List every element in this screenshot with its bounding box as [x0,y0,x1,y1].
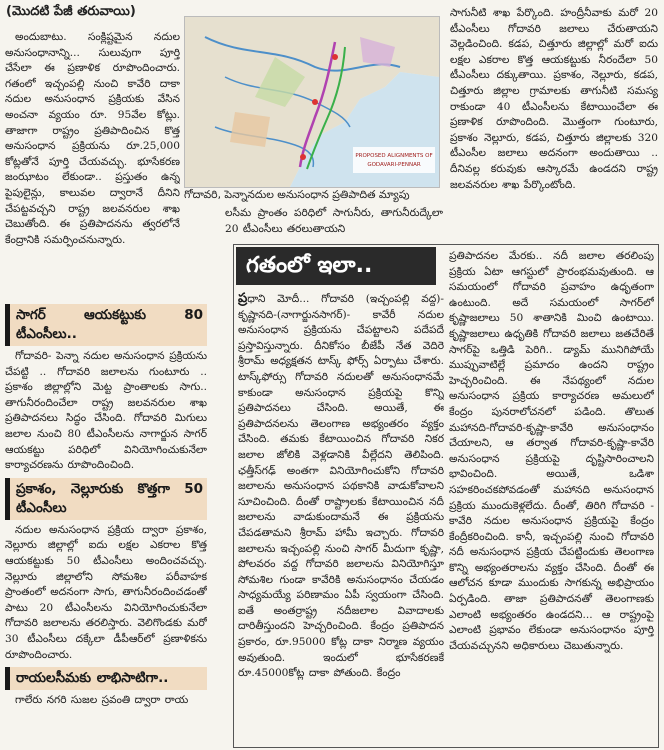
box-left-text [238,291,444,682]
box-left-body: ధాని మోదీ... గోదావరి (ఇచ్చంపల్లి వద్ద)- కృష్ణానది-(నాగార్జునసాగర్)- కావేరీ నదుల అనుసంధాన ప్రక్రియను చేపట్టాలని పదేపదే ప్రస్తావిస్తున్నారు. దీనికోసం బీజేపీ నేత వెదిరె శ్రీరామ్ అధ్యక్షతన టాస్క్ ఫోర్స్ ఏర్పాటు చేశారు. టాస్క్‌ఫోర్సు గోదావరి నదులతో అనుసంధానమే కాకుండా అనుసంధాన ప్రక్రియపై కొన్ని ప్రతిపాదనలు చేసింది. అయితే, ఈ ప్రతిపాదనలను తెలంగాణ అభ్యంతరం వ్యక్తం చేసింది. తమకు కేటాయించిన గోదావరి నికర జలాల జోలికి వెళ్లడానికి వీల్లేదని తెలిపింది. ఛత్తీస్‌గఢ్ అంతగా వినియోగించుకోని గోదావరి జలాలను అనుసంధాన పథకానికి వాడుకోవాలని సూచించింది. దీంతో రాష్ట్రాలకు కేటాయించిన నదీ జలాలను వాడుకుందామనే ఈ ప్రక్రియను చేపడతామని శ్రీరామ్ హామీ ఇచ్చారు. గోదావరి జలాలను ఇచ్చంపల్లి నుంచి సాగర్ మీదుగా కృష్ణా, పోలవరం వద్ద గోదావరి జలాలను వినియోగిస్తూ సోమశిల గుండా కావేరికి అనుసంధానం చేయడం సాధ్యమయ్యే పరిణామం ఏపీ స్వయంగా చేసింది. ఐతే అంతర్రాష్ట్ర నదీజలాల వివాదాలకు దారితీస్తుందని హెచ్చరించింది. కేంద్రం ప్రతిపాదన ప్రకారం, రూ.95000 కోట్ల దాకా నిర్మాణ వ్యయం అవుతుంది. ఇందులో భూసేకరణకే రూ.45000కోట్ల దాకా పోతుంది. కేంద్రం [238,293,444,680]
intro-paragraph: అందుబాటు. సంక్లిష్టమైన నదుల అనుసంధానాన్ని... సులువుగా పూర్తి చేసేలా ఈ ప్రణాళిక రూపొందించారు. గతంలో ఇచ్చంపల్లి నుంచి కావేరి దాకా నదుల అనుసంధాన ప్రక్రియకు వేసిన అంచనా వ్యయం రూ. 95వేల కోట్లు. తాజాగా రాష్ట్రం ప్రతిపాదించిన కొత్త అనుసంధాన ప్రక్రియను రూ.25,000 కోట్లతోనే పూర్తి చేయవచ్చు. భూసేకరణ జంఝాటం లేకుండా.. ప్రస్తుతం ఉన్న పైపులైన్లు, కాలువల ద్వారానే దీనిని చేపట్టవచ్చని రాష్ట్ర జలవనరుల శాఖ చెబుతోంది. ఈ ప్రతిపాదనను త్వరలోనే కేంద్రానికి సమర్పించనున్నారు. [5,31,180,246]
subhead-rayalaseema: రాయలసీమకు లాభిసాటిగా.. [5,667,207,690]
map-label-line-2: GODAVARI-PENNAR [367,162,421,168]
dropcap: ప్ర [238,291,248,306]
subhead-sagar: సాగర్ ఆయకట్టుకు 80 టీఎంసీలు.. [5,304,207,346]
map-label-line-1: PROPOSED ALIGNMENTS OF [355,153,433,159]
column-3-text: సాగునీటి శాఖ పేర్కొంది. హంద్రీనీవాకు మరో 20 టీఎంసీలు గోదావరి జలాలు చేరుతాయని వెల్లడించింది. కడప, చిత్తూరు జిల్లాల్లో మరో ఐదు లక్షల ఎకరాల కొత్త ఆయకట్టుకు నీరందేలా 50 టీఎంసీలు దక్కుతాయి. ప్రకాశం, నెల్లూరు, కడప, చిత్తూరు జిల్లాల గ్రామాలకు తాగునీటి సమస్య రాకుండా 40 టీఎంసీలను కేటాయించేలా ఈ ప్రణాళిక రూపొందింది. మొత్తంగా గుంటూరు, ప్రకాశం నెల్లూరు, కడప, చిత్తూరు జిల్లాలకు 320 టీఎంసీల జలాలు అదనంగా అందుతాయి .. దీనివల్ల కరువుకు ఆస్కారమే ఉండదని రాష్ట్ర జలవనరుల శాఖ పేర్కొంటోంది. [450,7,658,191]
continued-from-front-page: (మొదటి పేజీ తరువాయి) [6,4,136,19]
prakasam-paragraph: నదుల అనుసంధాన ప్రక్రియ ద్వారా ప్రకాశం, నెల్లూరు జిల్లాల్లో ఐదు లక్షల ఎకరాల కొత్త ఆయకట్టుకు 50 టీఎంసీలు అందించవచ్చు. నెల్లూరు జిల్లాలోని సోమశిల పరీవాహక ప్రాంతంలో అదనంగా సాగు, తాగునీరందించడంతో పాటు 20 టీఎంసీలను వినియోగించుకునేలా గోదావరి జలాలను తరలిస్తారు. వెలిగొండకు మరో 30 టీఎంసీలు దక్కేలా డీపీఆర్‌లో ప్రణాళికను రూపొందించారు. [5,523,207,661]
column-1-body [5,300,207,748]
map-illustration [185,17,439,187]
rayalaseema-paragraph: గాలేరు నగరి సుజల స్రవంతి ద్వారా రాయ [15,694,189,707]
sagar-paragraph: గోదావరి- పెన్నా నదుల అనుసంధాన ప్రక్రియను చేపట్టి .. గోదావరి జలాలను గుంటూరు .. ప్రకాశం జిల్లాల్లోని మెట్ట ప్రాంతాలకు సాగు.. తాగునీరందించేలా రాష్ట్ర జలవనరుల శాఖ ప్రతిపాదనలు సిద్ధం చేసింది. గోదావరి మిగులు జలాల నుంచి 80 టీఎంసీలను నాగార్జున సాగర్ ఆయకట్టు పరిధిలో వినియోగించుకునేలా కార్యాచరణను రూపొందించింది. [5,350,207,472]
box-right-text: ప్రతిపాదనల మేరకు.. నదీ జలాల తరలింపు ప్రక్రియ ఏటా ఆగస్టులో ప్రారంభమవుతుంది. ఆ సమయంలో గోదావరి ప్రవాహం ఉధృతంగా ఉంటుంది. అదే సమయంలో సాగర్‌లో కృష్ణాజలాలు 50 శాతానికి మించి ఉంటాయి. కృష్ణాజలాలు ఉధృతికి గోదావరి జలాలు జతచేరితే సాగర్‌పై ఒత్తిడి పెరిగి.. డ్యామ్ మునిగిపోయే ముప్పువాటిల్లే ప్రమాదం ఉందని రాష్ట్రం హెచ్చరించింది. ఈ నేపథ్యంలో నదుల అనుసంధాన ప్రక్రియ కార్యాచరణ అమలులో కేంద్రం పునరాలోచనలో పడింది. తొలుత మహానది-గోదావరి-కృష్ణా-కావేరి అనుసంధానం చేయాలని, ఆ తర్వాత గోదావరి-కృష్ణా-కావేరి అనుసంధాన ప్రక్రియపై దృష్టిసారించాలని భావించింది. అయితే, ఒడిశా సహకరించకపోవడంతో మహానది అనుసంధాన ప్రక్రియ ముందుకెళ్లలేదు. దీంతో, తిరిగి గోదావరి - కావేరి నదుల అనుసంధాన ప్రక్రియపై కేంద్రం కేంద్రీకరించింది. కానీ, ఇచ్చంపల్లి నుంచి గోదావరి నదీ అనుసంధాన ప్రక్రియ చేపట్టిందుకు తెలంగాణ కొన్ని అభ్యంతరాలను వ్యక్తం చేసింది. దీంతో ఈ ఆలోచన కూడా ముందుకు సాగకున్న అభిప్రాయం ఏర్పడింది. తాజా ప్రతిపాదనతో తెలంగాణకు ఎలాంటి అభ్యంతరం ఉండదని... ఆ రాష్ట్రంపై ఎలాంటి ప్రభావం లేకుండా అనుసంధానం పూర్తి చేయవచ్చునని అధికారులు చెబుతున్నారు. [449,250,654,652]
column-3-upper [450,6,658,244]
box-right-column [449,249,654,743]
subhead-prakasam-nellore: ప్రకాశం, నెల్లూరుకు కొత్తగా 50 టీఎంసీలు [5,478,207,520]
map-caption: గోదావరి, పెన్నానదుల అనుసంధాన ప్రతిపాదిత మ్యాపు [184,188,410,201]
box-title: గతంలో ఇలా.. [236,247,436,285]
column-2-top [225,206,443,246]
box-left-column [238,291,444,743]
column-2-text: లసీమ ప్రాంతం పరిధిలో సాగునీరు, తాగునీరుద్కేలా 20 టీఎంసీలు తరలుతాయని [225,207,443,235]
river-link-map [184,16,440,188]
column-1-intro [5,30,180,298]
sidebar-box-history [233,244,659,748]
